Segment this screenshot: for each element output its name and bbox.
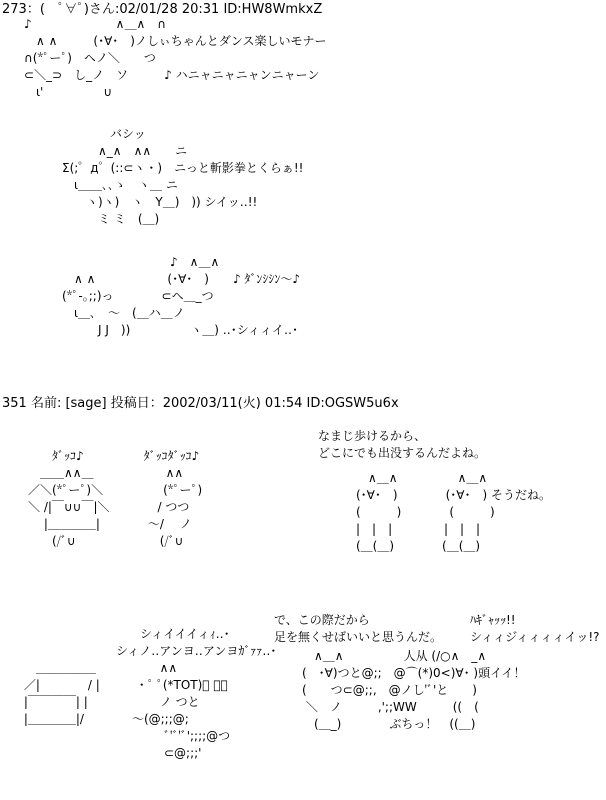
final-sfx: ﾊｷﾞｬｯｯ!! シィィジィィィィイッ!? xyxy=(470,613,600,644)
post-header-273: 273：( ﾟ∀ﾟ)さん:02/01/28 20:31 ID:HW8WmkxZ xyxy=(2,2,323,17)
ascii-art-final: ∧＿∧ 人从 (/○∧ _∧ ( ･∀)つと@;; @⌒(*)0<)∀･ )頭イイ！ ( つ⊂@;;, @ノし'ﾞ'と ) ＼ ノ ,';;WW (( ( (＿_) ぶちっ！ ((＿) xyxy=(302,649,526,731)
walk-caption: なまじ歩けるから、 どこにでも出没するんだよね。 xyxy=(318,429,487,460)
ascii-art-box-dance: ﾀﾞｯｺ♪ ﾀﾞｯｺﾀﾞｯｺ♪ ＿＿∧∧＿ ∧∧ ／＼(*ﾟーﾟ)＼ (*ﾟーﾟ) ＼ /|￣∪∪￣|＼ / つつ |＿＿＿＿| 〜/ ノ (/ﾞ∪ (/ﾞ∪ xyxy=(28,449,203,548)
final-caption: で、この際だから 足を無くせばいいと思うんだ。 xyxy=(274,613,443,644)
ascii-art-box-crush: シィイイイィｨ‥･ シィノ‥アンヨ‥アンヨｶﾞｧｧ‥･ ＿＿＿＿＿ ∧∧ ／| / | ・ﾟ ﾟ(*TOT)ﾟ ﾟ・ |￣￣￣￣| | ノ つと |＿＿＿＿|/ 〜(@;;;@; ﾞ'ﾞ'ﾞ';;;;@つ ⊂@;;;' xyxy=(23,627,277,760)
ascii-art-punch: バシッ ∧_∧ ∧∧ ニ Σ(;゜д゜(::⊂ヽ・) ニっと斬影拳とくらぁ!! ι＿＿､､ゝ ヽ＿ ニ ヽ)ヽ) ヽ Y＿) )) シイッ‥!! ミ ミ (＿) xyxy=(62,127,304,226)
ascii-art-scream: ♪ ∧＿∧ ∧ ∧ (･∀･ ) ♪ ﾀﾞﾝｼｼﾝ〜♪ (*ﾟ-｡;;)っ ⊂ヘ＿_つ ι＿､ 〜 (＿ハ＿ノ J J )) ヽ＿) ‥･シィィイ‥･ xyxy=(62,255,301,337)
ascii-art-dance: ♪ ∧＿∧ ∩ ∧ ∧ (･∀･ )ノしぃちゃんとダンス楽しいモナー ∩(*ﾟーﾟ) ヘノ＼ つ ⊂＼_⊃ し_ノ ソ ♪ ハニャニャニャンニャーン ι' ∪ xyxy=(24,17,327,99)
post-header-351: 351 名前: [sage] 投稿日：2002/03/11(火) 01:54 ID:OGSW5u6x xyxy=(2,396,399,411)
ascii-art-walk: ∧＿∧ ∧＿∧ (･∀･ ) (･∀･ ) そうだね。 ( ) ( ) | | | | | | (＿(＿) (＿(＿) xyxy=(356,471,551,553)
